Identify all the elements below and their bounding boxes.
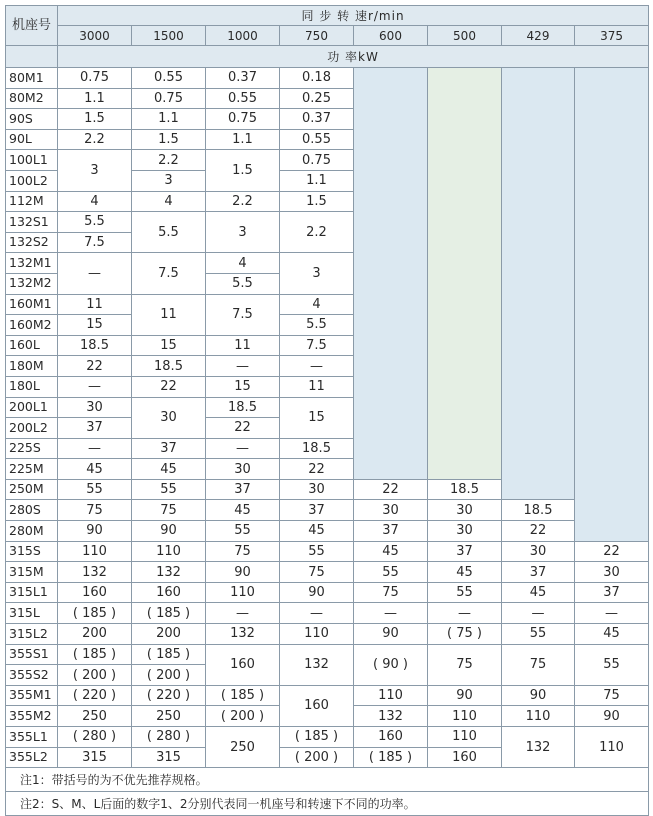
power-cell-1500: 250: [132, 706, 206, 727]
power-cell-3000: —: [58, 438, 132, 459]
power-cell-750: ( 200 ): [280, 747, 354, 768]
power-cell-3000: 1.5: [58, 109, 132, 130]
frame-112m: 112M: [6, 191, 58, 212]
frame-132s1: 132S1: [6, 212, 58, 233]
power-cell-1000: 30: [206, 459, 280, 480]
power-cell-750: 1.5: [280, 191, 354, 212]
power-cell-500: 30: [428, 500, 502, 521]
speed-429-header: 429: [502, 26, 575, 46]
power-cell-750: 0.37: [280, 109, 354, 130]
frame-size-header: 机座号: [6, 6, 58, 46]
power-cell-1500: 200: [132, 624, 206, 645]
frame-132m1: 132M1: [6, 253, 58, 274]
power-cell-750: 22: [280, 459, 354, 480]
power-cell-3000: 7.5: [58, 232, 132, 253]
power-cell-750: 2.2: [280, 212, 354, 253]
frame-90s: 90S: [6, 109, 58, 130]
power-cell-375: 90: [575, 706, 649, 727]
empty-band-429: [502, 68, 575, 500]
speed-500-header: 500: [428, 26, 502, 46]
power-cell-1500: 18.5: [132, 356, 206, 377]
power-cell-1500: ( 185 ): [132, 603, 206, 624]
power-cell-750: 55: [280, 541, 354, 562]
power-cell-1000: 0.37: [206, 68, 280, 89]
power-cell-1500: 22: [132, 376, 206, 397]
note-1: 注1：带括号的为不优先推荐规格。: [6, 768, 649, 792]
frame-90l: 90L: [6, 129, 58, 150]
speed-3000-header: 3000: [58, 26, 132, 46]
power-cell-375: 45: [575, 624, 649, 645]
power-cell-500: 110: [428, 706, 502, 727]
power-cell-750: —: [280, 356, 354, 377]
power-cell-1500: ( 280 ): [132, 727, 206, 748]
power-cell-1500: 3: [132, 170, 206, 191]
frame-315m: 315M: [6, 562, 58, 583]
power-cell-750: 0.75: [280, 150, 354, 171]
power-cell-750: 0.18: [280, 68, 354, 89]
power-cell-1500: 30: [132, 397, 206, 438]
power-header: 功 率kW: [58, 46, 649, 68]
power-cell-750: ( 185 ): [280, 727, 354, 748]
power-cell-750: 11: [280, 376, 354, 397]
power-cell-600: 132: [354, 706, 428, 727]
note-2: 注2：S、M、L后面的数字1、2分别代表同一机座号和转速下不同的功率。: [6, 792, 649, 816]
empty-band-500: [428, 68, 502, 480]
power-cell-429: 37: [502, 562, 575, 583]
power-cell-3000: 30: [58, 397, 132, 418]
power-cell-500: 37: [428, 541, 502, 562]
power-cell-1000: 75: [206, 541, 280, 562]
power-cell-1500: 110: [132, 541, 206, 562]
power-cell-750: 18.5: [280, 438, 354, 459]
power-cell-1500: 75: [132, 500, 206, 521]
power-cell-500: 160: [428, 747, 502, 768]
power-cell-600: 90: [354, 624, 428, 645]
power-cell-429: 45: [502, 582, 575, 603]
power-cell-1500: 2.2: [132, 150, 206, 171]
power-cell-750: 75: [280, 562, 354, 583]
power-cell-3000: 75: [58, 500, 132, 521]
power-cell-750: 15: [280, 397, 354, 438]
power-cell-1500: 55: [132, 479, 206, 500]
power-cell-750: 0.25: [280, 88, 354, 109]
frame-132s2: 132S2: [6, 232, 58, 253]
power-cell-3000: 0.75: [58, 68, 132, 89]
power-cell-1000: ( 185 ): [206, 685, 280, 706]
frame-80m2: 80M2: [6, 88, 58, 109]
power-cell-3000: 37: [58, 418, 132, 439]
power-cell-600: 55: [354, 562, 428, 583]
power-cell-375: —: [575, 603, 649, 624]
power-cell-1000: —: [206, 356, 280, 377]
power-cell-3000: ( 200 ): [58, 665, 132, 686]
power-cell-1000: 1.5: [206, 150, 280, 191]
power-cell-1000: 37: [206, 479, 280, 500]
power-cell-1000: 132: [206, 624, 280, 645]
frame-225s: 225S: [6, 438, 58, 459]
frame-180l: 180L: [6, 376, 58, 397]
power-cell-3000: 160: [58, 582, 132, 603]
power-cell-600: ( 90 ): [354, 644, 428, 685]
speed-600-header: 600: [354, 26, 428, 46]
power-cell-429: 22: [502, 521, 575, 542]
frame-315l: 315L: [6, 603, 58, 624]
power-cell-1500: 37: [132, 438, 206, 459]
frame-355m2: 355M2: [6, 706, 58, 727]
frame-80m1: 80M1: [6, 68, 58, 89]
frame-180m: 180M: [6, 356, 58, 377]
frame-315l2: 315L2: [6, 624, 58, 645]
power-cell-1000: 15: [206, 376, 280, 397]
power-cell-3000: 132: [58, 562, 132, 583]
power-cell-3000: 4: [58, 191, 132, 212]
power-cell-3000: 55: [58, 479, 132, 500]
power-cell-1000: 0.75: [206, 109, 280, 130]
power-cell-1000: 5.5: [206, 273, 280, 294]
power-cell-429: 75: [502, 644, 575, 685]
power-cell-1500: 11: [132, 294, 206, 335]
power-cell-3000: 15: [58, 315, 132, 336]
power-cell-1500: 4: [132, 191, 206, 212]
power-cell-1000: 7.5: [206, 294, 280, 335]
power-cell-750: 1.1: [280, 170, 354, 191]
frame-225m: 225M: [6, 459, 58, 480]
power-cell-1500: 1.5: [132, 129, 206, 150]
frame-280s: 280S: [6, 500, 58, 521]
power-cell-3000: 22: [58, 356, 132, 377]
power-cell-500: 90: [428, 685, 502, 706]
power-cell-1000: 110: [206, 582, 280, 603]
power-cell-429: 110: [502, 706, 575, 727]
power-cell-600: 160: [354, 727, 428, 748]
power-cell-600: ( 185 ): [354, 747, 428, 768]
frame-315l1: 315L1: [6, 582, 58, 603]
frame-100l2: 100L2: [6, 170, 58, 191]
power-cell-750: 0.55: [280, 129, 354, 150]
power-cell-1500: 45: [132, 459, 206, 480]
power-cell-1500: ( 185 ): [132, 644, 206, 665]
power-cell-1500: ( 220 ): [132, 685, 206, 706]
power-cell-375: 110: [575, 727, 649, 768]
power-cell-500: 45: [428, 562, 502, 583]
frame-160l: 160L: [6, 335, 58, 356]
frame-315s: 315S: [6, 541, 58, 562]
power-cell-3000: 250: [58, 706, 132, 727]
power-cell-1500: 0.75: [132, 88, 206, 109]
power-cell-429: 55: [502, 624, 575, 645]
power-cell-1500: 160: [132, 582, 206, 603]
power-cell-3000: 110: [58, 541, 132, 562]
power-cell-3000: ( 280 ): [58, 727, 132, 748]
empty-band-375: [575, 68, 649, 542]
power-cell-375: 55: [575, 644, 649, 685]
power-cell-1000: 160: [206, 644, 280, 685]
power-cell-1500: 5.5: [132, 212, 206, 253]
frame-250m: 250M: [6, 479, 58, 500]
power-cell-1000: 90: [206, 562, 280, 583]
power-cell-375: 75: [575, 685, 649, 706]
power-cell-500: ( 75 ): [428, 624, 502, 645]
power-cell-750: 30: [280, 479, 354, 500]
power-cell-600: 22: [354, 479, 428, 500]
power-cell-750: 90: [280, 582, 354, 603]
power-cell-1500: 132: [132, 562, 206, 583]
speed-750-header: 750: [280, 26, 354, 46]
power-cell-750: 45: [280, 521, 354, 542]
power-cell-1500: 315: [132, 747, 206, 768]
power-cell-429: —: [502, 603, 575, 624]
frame-355s2: 355S2: [6, 665, 58, 686]
power-cell-600: 30: [354, 500, 428, 521]
power-cell-1500: 15: [132, 335, 206, 356]
power-cell-1000: 11: [206, 335, 280, 356]
power-cell-1500: ( 200 ): [132, 665, 206, 686]
power-cell-3000: —: [58, 253, 132, 294]
frame-355m1: 355M1: [6, 685, 58, 706]
power-cell-1500: 90: [132, 521, 206, 542]
power-cell-1000: —: [206, 603, 280, 624]
power-cell-750: 110: [280, 624, 354, 645]
power-cell-750: 3: [280, 253, 354, 294]
power-cell-1000: 22: [206, 418, 280, 439]
power-cell-600: —: [354, 603, 428, 624]
power-cell-750: —: [280, 603, 354, 624]
frame-160m2: 160M2: [6, 315, 58, 336]
power-cell-1500: 0.55: [132, 68, 206, 89]
power-cell-429: 30: [502, 541, 575, 562]
power-cell-750: 160: [280, 685, 354, 726]
frame-200l1: 200L1: [6, 397, 58, 418]
power-cell-600: 110: [354, 685, 428, 706]
power-cell-750: 7.5: [280, 335, 354, 356]
power-cell-750: 132: [280, 644, 354, 685]
frame-200l2: 200L2: [6, 418, 58, 439]
power-cell-500: 18.5: [428, 479, 502, 500]
power-cell-429: 18.5: [502, 500, 575, 521]
power-cell-3000: 5.5: [58, 212, 132, 233]
frame-132m2: 132M2: [6, 273, 58, 294]
power-cell-1000: 0.55: [206, 88, 280, 109]
power-cell-3000: 2.2: [58, 129, 132, 150]
power-cell-1000: 3: [206, 212, 280, 253]
power-cell-500: 110: [428, 727, 502, 748]
power-cell-1500: 1.1: [132, 109, 206, 130]
power-cell-1000: 45: [206, 500, 280, 521]
power-cell-600: 45: [354, 541, 428, 562]
power-cell-3000: 90: [58, 521, 132, 542]
frame-355l2: 355L2: [6, 747, 58, 768]
power-cell-375: 37: [575, 582, 649, 603]
speed-375-header: 375: [575, 26, 649, 46]
power-cell-429: 132: [502, 727, 575, 768]
power-cell-3000: 45: [58, 459, 132, 480]
power-cell-1000: 4: [206, 253, 280, 274]
power-cell-500: 55: [428, 582, 502, 603]
power-cell-3000: ( 220 ): [58, 685, 132, 706]
power-cell-3000: 200: [58, 624, 132, 645]
power-cell-600: 75: [354, 582, 428, 603]
power-cell-375: 22: [575, 541, 649, 562]
power-cell-1000: 18.5: [206, 397, 280, 418]
speed-1500-header: 1500: [132, 26, 206, 46]
power-cell-1000: —: [206, 438, 280, 459]
power-cell-750: 37: [280, 500, 354, 521]
power-cell-750: 4: [280, 294, 354, 315]
power-cell-500: —: [428, 603, 502, 624]
power-cell-3000: ( 185 ): [58, 644, 132, 665]
speed-1000-header: 1000: [206, 26, 280, 46]
power-cell-375: 30: [575, 562, 649, 583]
power-cell-3000: 1.1: [58, 88, 132, 109]
power-cell-600: 37: [354, 521, 428, 542]
power-cell-1000: 55: [206, 521, 280, 542]
power-cell-3000: 315: [58, 747, 132, 768]
power-cell-1000: 1.1: [206, 129, 280, 150]
power-cell-1000: ( 200 ): [206, 706, 280, 727]
frame-280m: 280M: [6, 521, 58, 542]
power-cell-3000: ( 185 ): [58, 603, 132, 624]
power-cell-429: 90: [502, 685, 575, 706]
blank-header-cell: [6, 46, 58, 68]
empty-band-600: [354, 68, 428, 480]
frame-355s1: 355S1: [6, 644, 58, 665]
power-cell-500: 30: [428, 521, 502, 542]
speed-header: 同 步 转 速r/min: [58, 6, 649, 26]
power-cell-1000: 2.2: [206, 191, 280, 212]
power-cell-500: 75: [428, 644, 502, 685]
power-cell-1500: 7.5: [132, 253, 206, 294]
frame-100l1: 100L1: [6, 150, 58, 171]
motor-power-table: [5, 5, 649, 816]
power-cell-750: 5.5: [280, 315, 354, 336]
power-cell-3000: 11: [58, 294, 132, 315]
power-cell-3000: —: [58, 376, 132, 397]
power-cell-1000: 250: [206, 727, 280, 768]
power-cell-3000: 3: [58, 150, 132, 191]
power-cell-3000: 18.5: [58, 335, 132, 356]
frame-160m1: 160M1: [6, 294, 58, 315]
frame-355l1: 355L1: [6, 727, 58, 748]
